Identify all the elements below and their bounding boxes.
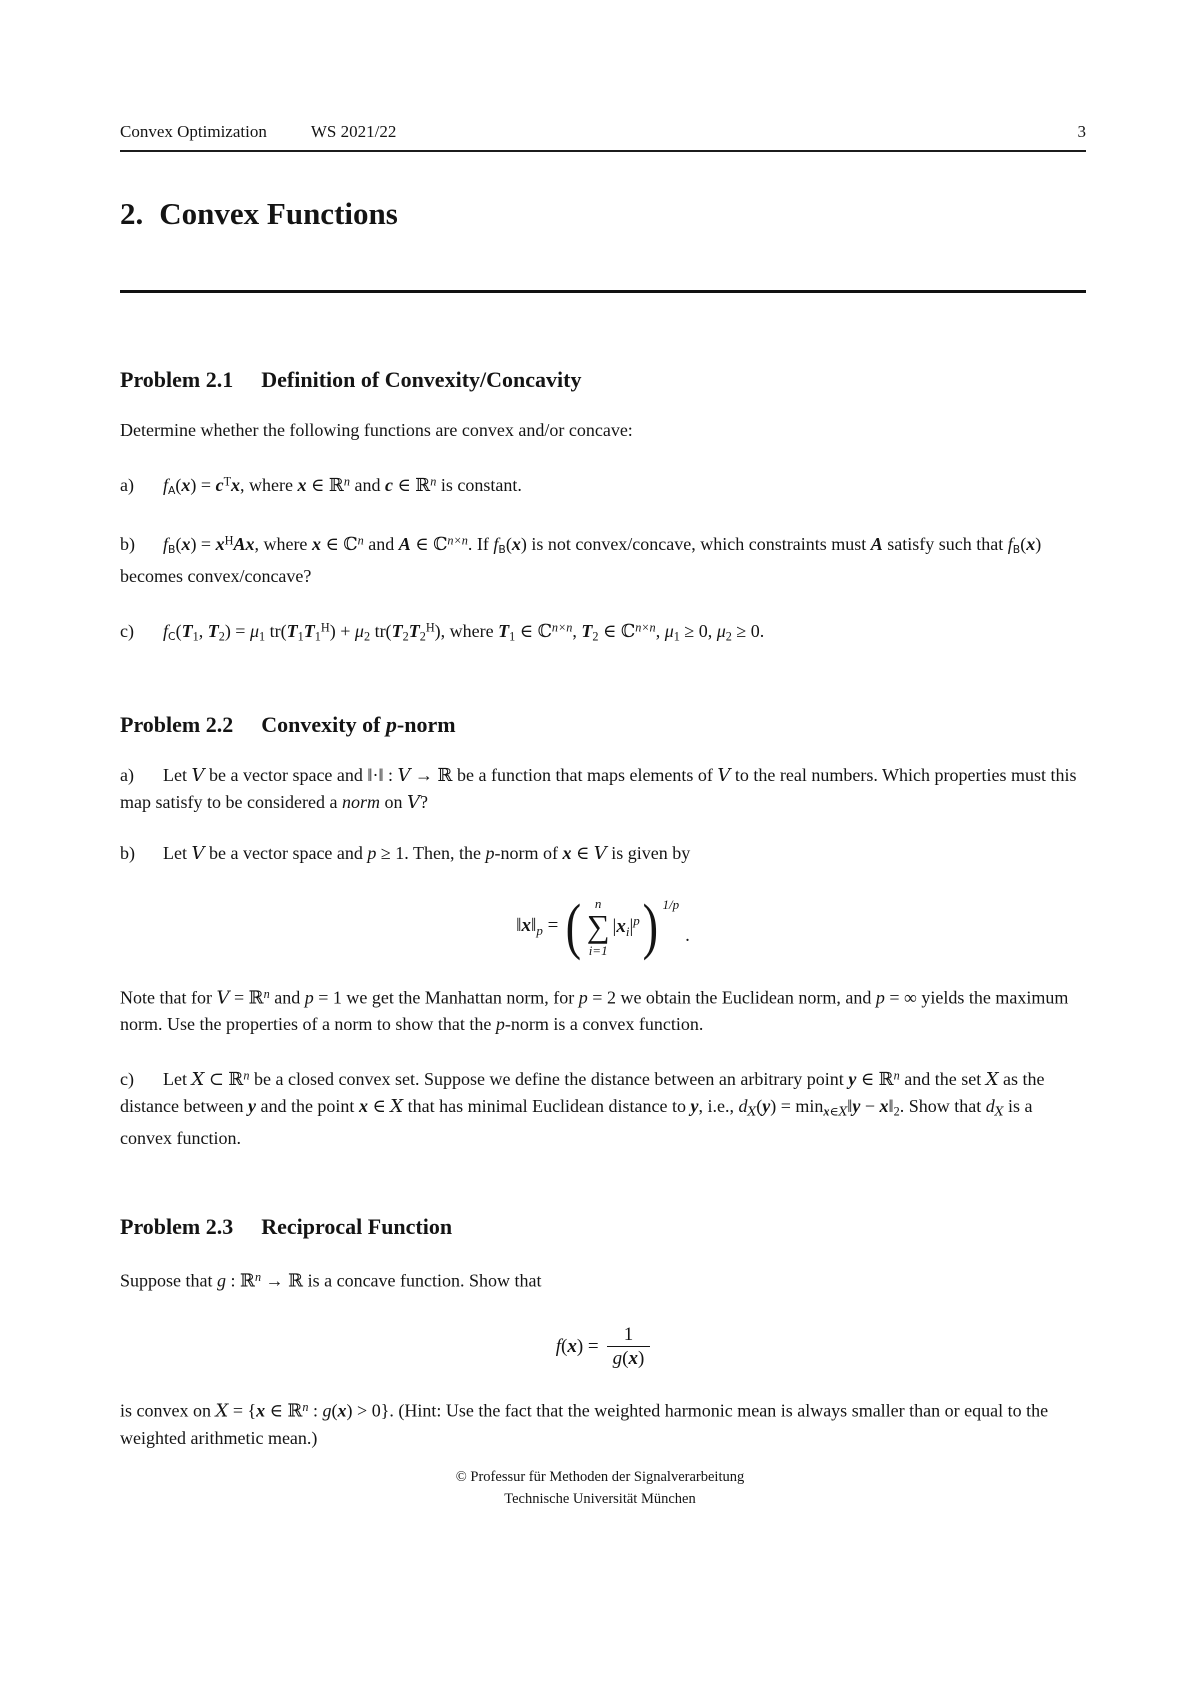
header-course: Convex Optimization: [120, 122, 267, 141]
item-c-text: Let X ⊂ ℝ$^n$ be a closed convex set. Suppose we define the distance between an arbitrary point y ∈ ℝ$^n$ and the set X as the distance between y and the point x ∈ X that has minimal Euclidean distance to y, i.e., dX(y) = minx∈X‖y − x‖2. Show that dX is a convex function.: [120, 1068, 1045, 1148]
item-b-text: Let V be a vector space and p ≥ 1. Then, the p-norm of x ∈ V is given by: [163, 842, 691, 864]
problem-2-1-title: Definition of Convexity/Concavity: [261, 367, 582, 392]
equation-period: .: [685, 924, 690, 946]
problem-2-1-heading: [120, 367, 1086, 393]
problem-2-1-intro: Determine whether the following functions are convex and/or concave:: [120, 420, 633, 440]
item-a-text: $fA(x) = c^Tx$, where x ∈ ℝ$^n$ and c ∈ ℝ$^n$ is constant.: [163, 474, 522, 497]
problem-2-3-outro: is convex on X = {x ∈ ℝ$^n$ : g(x) > 0}. (Hint: Use the fact that the weighted harmonic mean is always smaller than or equal to the weighted arithmetic mean.): [120, 1400, 1049, 1448]
problem-2-1-item-a: [120, 468, 1086, 504]
reciprocal-equation: [120, 1324, 1086, 1370]
chapter-number: 2.: [120, 196, 144, 231]
problem-2-1-number: Problem 2.1: [120, 367, 234, 392]
problem-2-2-title: Convexity of p-norm: [261, 711, 456, 737]
problem-2-2-note: Note that for V = ℝ$^n$ and p = 1 we get the Manhattan norm, for p = 2 we obtain the Euclidean norm, and p = ∞ yields the maximum norm. Use the properties of a norm to show that the p-norm is a convex function.: [120, 986, 1069, 1035]
chapter-name: Convex Functions: [159, 196, 398, 231]
item-a-text: Let V be a vector space and ‖·‖ : V → ℝ be a function that maps elements of V to the real numbers. Which properties must this map satisfy to be considered a norm on V?: [120, 764, 1077, 813]
item-b-label: b): [120, 534, 135, 555]
problem-2-3-title: Reciprocal Function: [261, 1213, 453, 1239]
pnorm-equation: $‖x‖_p$ = ( n ∑ i=1 $|x_i|^p$ ) 1/p .: [516, 892, 690, 961]
problem-2-2-item-a: [120, 762, 1086, 816]
item-b-label: b): [120, 842, 135, 863]
problem-2-2-item-b: [120, 840, 1086, 867]
sigma-symbol: ∑: [586, 907, 610, 944]
summation: n ∑ i=1: [586, 895, 610, 958]
item-c-text: fC(T1, T2) = μ1 $tr(T1T1^H) + \mu 2$ $tr(T2T2^H)$, where T1 ∈ ℂ$^{n\times n}$, T2 ∈ ℂ$^{n\times n}$, μ1 ≥ 0, μ2 ≥ 0.: [163, 620, 765, 643]
outer-exponent: 1/p: [662, 896, 680, 912]
problem-2-2-item-c: [120, 1062, 1086, 1152]
problem-2-2-heading: [120, 712, 1086, 738]
problem-2-3-number: Problem 2.3: [120, 1213, 234, 1239]
header-page-number: 3: [1077, 122, 1086, 141]
item-c-label: c): [120, 620, 134, 641]
item-a-label: a): [120, 474, 134, 495]
problem-2-3-heading: [120, 1214, 1086, 1240]
page-header: [120, 122, 1086, 142]
chapter-title: [120, 196, 1086, 232]
item-c-label: c): [120, 1068, 134, 1089]
header-term: WS 2021/22: [310, 122, 397, 141]
pnorm-lhs: $‖x‖_p$ =: [516, 914, 559, 938]
footer-line-2: Technische Universität München: [504, 1491, 696, 1507]
header-rule: [120, 150, 1086, 152]
problem-2-1-item-b: [120, 528, 1086, 591]
reciprocal-lhs: f(x) =: [555, 1336, 599, 1358]
page-footer: [0, 1466, 1200, 1510]
footer-line-1: © Professur für Methoden der Signalverarbeitung: [455, 1469, 745, 1485]
problem-2-2-number: Problem 2.2: [120, 711, 234, 737]
item-b-text: $fB(x) = x^HAx$, where x ∈ ℂ$^n$ and A ∈ ℂ$^{n\times n}$. If fB(x) is not convex/concave, which constraints must A satisfy such that fB(x) becomes convex/concave?: [120, 533, 1042, 587]
problem-2-1-item-c: [120, 614, 1086, 650]
fraction-numerator: 1: [623, 1324, 634, 1346]
fraction: [607, 1324, 651, 1370]
pnorm-body: $|x_i|^p$: [612, 913, 640, 940]
fraction-denominator: g(x): [607, 1346, 651, 1370]
chapter-rule: [120, 290, 1086, 293]
problem-2-3-intro: Suppose that g : ℝ$^n$ → ℝ is a concave function. Show that: [120, 1269, 542, 1292]
item-a-label: a): [120, 764, 134, 785]
